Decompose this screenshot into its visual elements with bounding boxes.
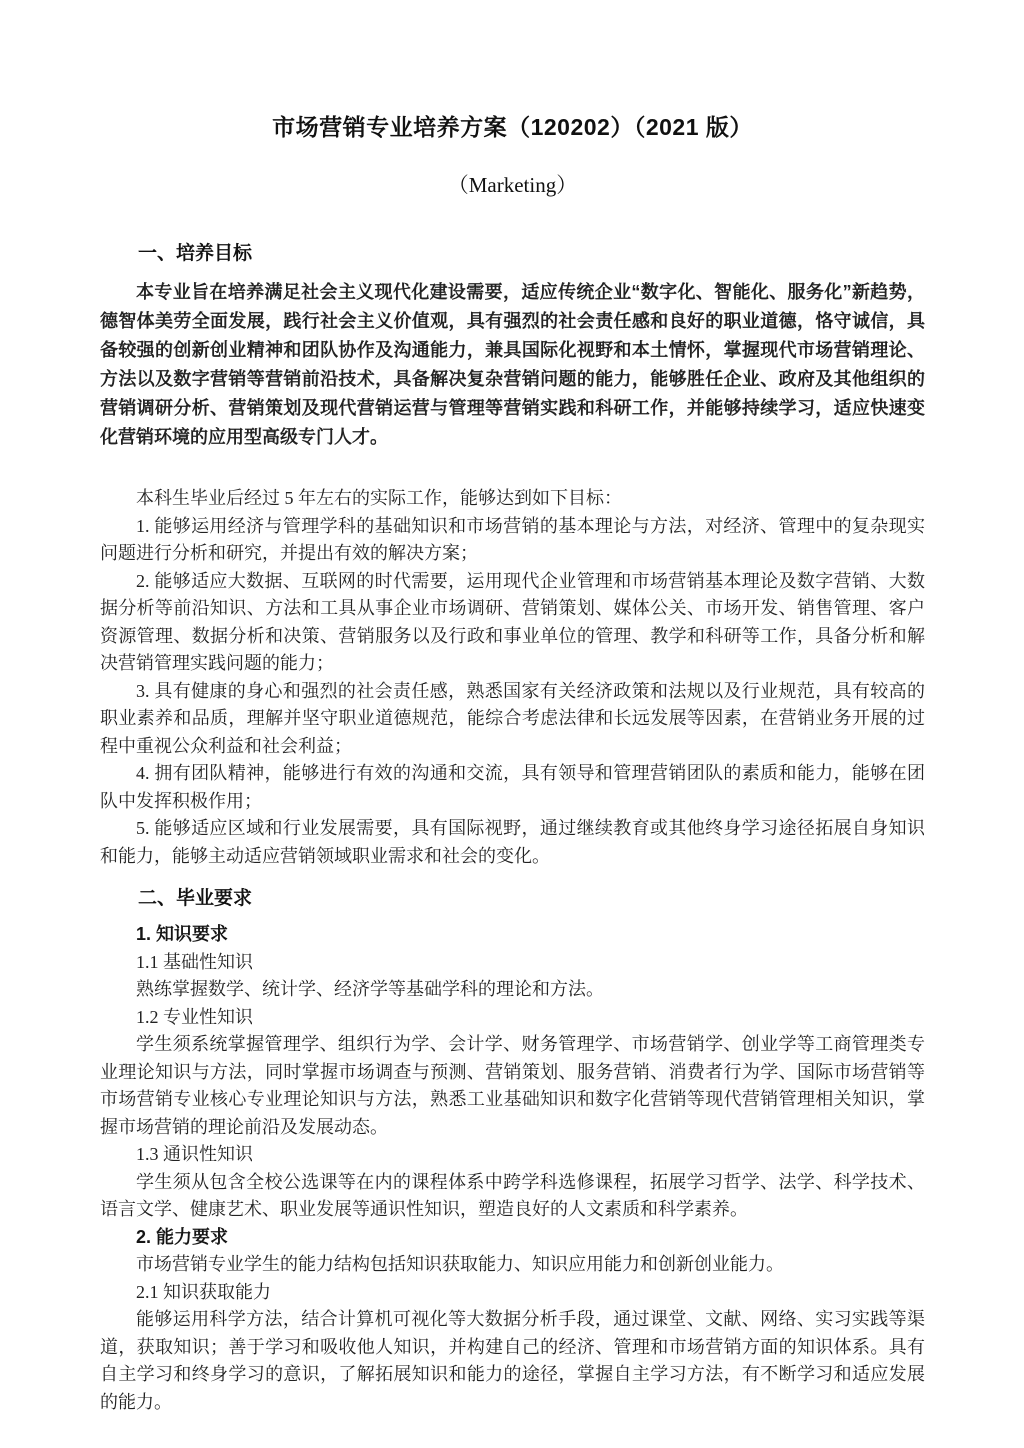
ability-acquisition-title: 2.1 知识获取能力 [136, 1281, 271, 1302]
knowledge-general-body: 学生须从包含全校公选课等在内的课程体系中跨学科选修课程，拓展学习哲学、法学、科学技术、语言文学、健康艺术、职业发展等通识性知识，塑造良好的人文素质和科学素养。 [100, 1171, 925, 1219]
goal-item-2: 2. 能够适应大数据、互联网的时代需要，运用现代企业管理和市场营销基本理论及数字营销、大数据分析等前沿知识、方法和工具从事企业市场调研、营销策划、媒体公关、市场开发、销售管理、客户资源管理、数据分析和决策、营销服务以及行政和事业单位的管理、教学和科研等工作，具备分析和解决营销管理实践问题的能力； [100, 570, 925, 673]
knowledge-general-title: 1.3 通识性知识 [136, 1144, 253, 1164]
ability-intro: 市场营销专业学生的能力结构包括知识获取能力、知识应用能力和创新创业能力。 [136, 1254, 784, 1274]
knowledge-professional-body: 学生须系统掌握管理学、组织行为学、会计学、财务管理学、市场营销学、创业学等工商管理类专业理论知识与方法，同时掌握市场调查与预测、营销策划、服务营销、消费者行为学、国际市场营销等市场营销专业核心专业理论知识与方法，熟悉工业基础知识和数字化营销等现代营销管理相关知识，掌握市场营销的理论前沿及发展动态。 [100, 1034, 925, 1137]
knowledge-professional-title: 1.2 专业性知识 [136, 1006, 253, 1027]
knowledge-basic-title: 1.1 基础性知识 [136, 951, 253, 972]
goal-item-5: 5. 能够适应区域和行业发展需要，具有国际视野，通过继续教育或其他终身学习途径拓展自身知识和能力，能够主动适应营销领域职业需求和社会的变化。 [100, 818, 925, 866]
knowledge-requirements-heading: 1. 知识要求 [136, 924, 229, 944]
goals-lead: 本科生毕业后经过 5 年左右的实际工作，能够达到如下目标： [136, 488, 622, 508]
section-heading-graduation-requirements: 二、毕业要求 [138, 888, 253, 909]
doc-title: 市场营销专业培养方案（120202）（2021 版） [272, 114, 753, 140]
training-objectives-intro: 本专业旨在培养满足社会主义现代化建设需要，适应传统企业“数字化、智能化、服务化”新趋势，德智体美劳全面发展，践行社会主义价值观，具有强烈的社会责任感和良好的职业道德，恪守诚信，具备较强的创新创业精神和团队协作及沟通能力，兼具国际化视野和本土情怀，掌握现代市场营销理论、方法以及数字营销等营销前沿技术，具备解决复杂营销问题的能力，能够胜任企业、政府及其他组织的营销调研分析、营销策划及现代营销运营与管理等营销实践和科研工作，并能够持续学习，适应快速变化营销环境的应用型高级专门人才。 [100, 282, 925, 447]
ability-acquisition-body: 能够运用科学方法，结合计算机可视化等大数据分析手段，通过课堂、文献、网络、实习实践等渠道，获取知识；善于学习和吸收他人知识，并构建自己的经济、管理和市场营销方面的知识体系。具有自主学习和终身学习的意识，了解拓展知识和能力的途径，掌握自主学习方法，有不断学习和适应发展的能力。 [100, 1309, 925, 1412]
goal-item-4: 4. 拥有团队精神，能够进行有效的沟通和交流，具有领导和管理营销团队的素质和能力，能够在团队中发挥积极作用； [100, 763, 925, 811]
ability-requirements-heading: 2. 能力要求 [136, 1226, 229, 1247]
knowledge-basic-body: 熟练掌握数学、统计学、经济学等基础学科的理论和方法。 [136, 979, 604, 999]
goal-item-3: 3. 具有健康的身心和强烈的社会责任感，熟悉国家有关经济政策和法规以及行业规范，具有较高的职业素养和品质，理解并坚守职业道德规范，能综合考虑法律和长远发展等因素，在营销业务开展的过程中重视公众利益和社会利益； [100, 680, 925, 756]
doc-subtitle: （Marketing） [447, 173, 578, 197]
section-heading-training-objectives: 一、培养目标 [138, 243, 253, 264]
goal-item-1: 1. 能够运用经济与管理学科的基础知识和市场营销的基本理论与方法，对经济、管理中的复杂现实问题进行分析和研究，并提出有效的解决方案； [100, 515, 925, 563]
